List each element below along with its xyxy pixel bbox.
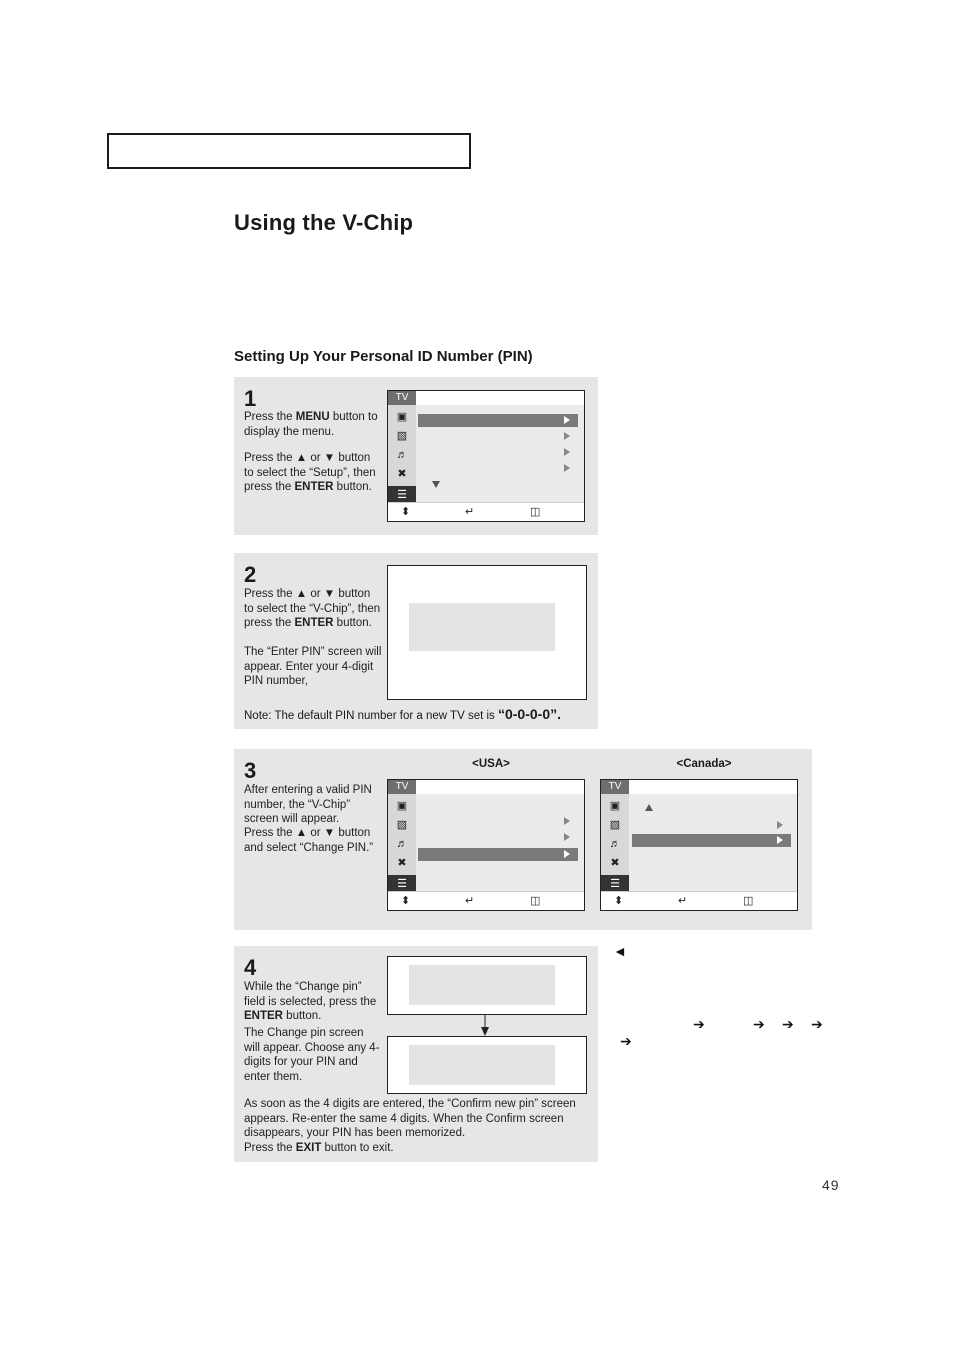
right-arrow-icon: ➔ <box>620 1033 632 1049</box>
enter-icon: ↵ <box>678 895 688 907</box>
tv-label: TV <box>388 780 416 794</box>
pin-dialog <box>409 965 555 1005</box>
step-number: 3 <box>244 758 257 783</box>
step-1-text <box>244 410 380 439</box>
step-text: As soon as the 4 digits are entered, the “Confirm new pin” screen appears. Re-enter the same 4 digits. When the Confirm screen disappears, your PIN has been memorized. <box>244 1098 576 1139</box>
step-text: button to exit. <box>321 1141 394 1154</box>
right-arrow-icon: ➔ <box>753 1016 765 1032</box>
change-pin-screen <box>387 956 587 1015</box>
menu-topbar <box>629 780 797 794</box>
menu-sidebar <box>388 780 416 892</box>
step-4-text-2: The Change pin screen will appear. Choose any 4-digits for your PIN and enter them. <box>244 1027 380 1083</box>
step-text: Press the ▲ or ▼ button to select the “V-Chip”, then press the <box>244 588 381 629</box>
step-3-text: After entering a valid PIN number, the “V-Chip” screen will appear. <box>244 784 372 825</box>
antenna-icon: ✖ <box>397 468 407 480</box>
right-arrow-icon: ➔ <box>811 1016 823 1032</box>
step-2-text-2: The “Enter PIN” screen will appear. Enter your 4-digit PIN number, <box>244 646 382 687</box>
menu-content <box>629 794 797 892</box>
channel-icon: ▧ <box>609 819 621 831</box>
enter-icon: ↵ <box>465 506 475 518</box>
step-text: button to display the menu. <box>244 411 378 438</box>
step-text: Press the ▲ or ▼ button to select the “Setup”, then press the <box>244 452 376 493</box>
sound-icon: ♬ <box>396 838 408 850</box>
menu-bottombar <box>388 891 584 910</box>
step-text: Press the <box>244 411 296 423</box>
enter-pin-screen <box>387 565 587 700</box>
button-name: ENTER <box>244 1010 283 1022</box>
menu-bottombar <box>388 502 584 521</box>
step-1-text-2 <box>244 451 380 495</box>
usa-label: <USA> <box>472 758 510 770</box>
picture-icon: ▣ <box>396 800 408 812</box>
setup-icon: ☰ <box>601 875 629 893</box>
menu-content <box>416 405 584 503</box>
step-text: button. <box>333 481 372 493</box>
submenu-arrow <box>564 850 570 858</box>
antenna-icon: ✖ <box>610 857 620 869</box>
usa-vchip-screen <box>387 779 585 911</box>
flow-arrow <box>479 1015 491 1037</box>
note-text: Note: The default PIN number for a new TV set is <box>244 710 498 722</box>
button-name: EXIT <box>295 1141 322 1154</box>
setup-icon: ☰ <box>388 486 416 504</box>
step-4-text-3 <box>244 1097 584 1155</box>
antenna-icon: ✖ <box>397 857 407 869</box>
menu-highlight <box>418 414 578 427</box>
submenu-arrow <box>564 448 570 456</box>
header-box <box>107 133 471 169</box>
submenu-arrow <box>564 432 570 440</box>
canada-vchip-screen <box>600 779 798 911</box>
button-name: ENTER <box>294 481 334 493</box>
default-pin-note <box>244 706 561 722</box>
canada-label: <Canada> <box>676 758 732 770</box>
button-name: ENTER <box>294 617 334 629</box>
setup-icon: ☰ <box>388 875 416 893</box>
step-2-text <box>244 587 382 631</box>
step-number: 2 <box>244 562 257 587</box>
move-icon: ⬍ <box>401 506 411 518</box>
menu-topbar <box>416 391 584 405</box>
step-text: button. <box>282 1010 322 1022</box>
step-text: Press the <box>244 1141 296 1154</box>
menu-highlight <box>418 848 578 861</box>
confirm-pin-screen <box>387 1036 587 1094</box>
scroll-up-icon <box>645 804 653 811</box>
submenu-arrow <box>564 833 570 841</box>
step-3-text-2: Press the ▲ or ▼ button and select “Change PIN.” <box>244 827 374 854</box>
page-number: 49 <box>822 1177 840 1193</box>
move-icon: ⬍ <box>614 895 624 907</box>
submenu-arrow <box>777 836 783 844</box>
step-number: 4 <box>244 955 257 980</box>
submenu-arrow <box>564 817 570 825</box>
pin-dialog <box>409 603 555 651</box>
menu-content <box>416 794 584 892</box>
picture-icon: ▣ <box>396 411 408 423</box>
tv-menu-screen <box>387 390 585 522</box>
note-marker-icon: ◄ <box>613 943 627 959</box>
menu-icon: ◫ <box>530 895 541 907</box>
channel-icon: ▧ <box>396 430 408 442</box>
menu-sidebar <box>601 780 629 892</box>
menu-sidebar <box>388 391 416 503</box>
menu-icon: ◫ <box>743 895 754 907</box>
sound-icon: ♬ <box>396 449 408 461</box>
step-4-text <box>244 980 378 1024</box>
submenu-arrow <box>777 821 783 829</box>
tv-label: TV <box>388 391 416 405</box>
picture-icon: ▣ <box>609 800 621 812</box>
submenu-arrow <box>564 464 570 472</box>
button-name: MENU <box>295 411 330 423</box>
step-number: 1 <box>244 386 257 411</box>
sound-icon: ♬ <box>609 838 621 850</box>
menu-bottombar <box>601 891 797 910</box>
pin-dialog <box>409 1045 555 1085</box>
menu-topbar <box>416 780 584 794</box>
page-title: Using the V-Chip <box>234 210 414 235</box>
menu-highlight <box>632 834 791 847</box>
right-arrow-icon: ➔ <box>782 1016 794 1032</box>
section-subtitle: Setting Up Your Personal ID Number (PIN) <box>234 348 533 365</box>
submenu-arrow <box>564 416 570 424</box>
tv-label: TV <box>601 780 629 794</box>
step-text: button. <box>333 617 372 629</box>
move-icon: ⬍ <box>401 895 411 907</box>
default-pin: “0-0-0-0”. <box>497 706 562 722</box>
scroll-down-icon <box>432 481 440 488</box>
step-text: While the “Change pin” field is selected, press the <box>244 981 377 1008</box>
enter-icon: ↵ <box>465 895 475 907</box>
channel-icon: ▧ <box>396 819 408 831</box>
menu-icon: ◫ <box>530 506 541 518</box>
right-arrow-icon: ➔ <box>693 1016 705 1032</box>
